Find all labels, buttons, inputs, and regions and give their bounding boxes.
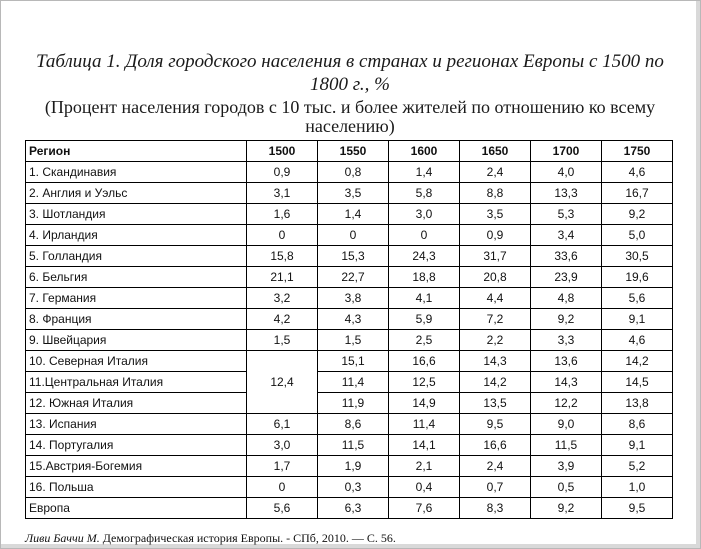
value-cell: 19,6 [602,267,673,288]
value-cell: 4,1 [389,288,460,309]
table-row [26,372,673,393]
value-cell: 2,4 [460,162,531,183]
value-cell: 12,2 [531,393,602,414]
value-cell: 22,7 [318,267,389,288]
value-cell: 15,3 [318,246,389,267]
value-cell: 11,4 [318,372,389,393]
value-cell: 1,7 [247,456,318,477]
region-cell: 13. Испания [26,414,247,435]
value-cell: 31,7 [460,246,531,267]
value-cell: 30,5 [602,246,673,267]
value-cell: 3,3 [531,330,602,351]
region-cell: 4. Ирландия [26,225,247,246]
table-row [26,309,673,330]
value-cell: 14,9 [389,393,460,414]
region-cell: 14. Португалия [26,435,247,456]
value-cell: 0,4 [389,477,460,498]
value-cell: 2,1 [389,456,460,477]
value-cell: 11,4 [389,414,460,435]
value-cell: 5,2 [602,456,673,477]
value-cell: 3,1 [247,183,318,204]
urban-population-table [25,140,673,519]
region-cell: 7. Германия [26,288,247,309]
value-cell: 14,2 [460,372,531,393]
value-cell: 1,9 [318,456,389,477]
value-cell: 5,9 [389,309,460,330]
value-cell: 0,9 [247,162,318,183]
value-cell: 16,7 [602,183,673,204]
value-cell: 1,0 [602,477,673,498]
value-cell: 3,9 [531,456,602,477]
region-cell: 1. Скандинавия [26,162,247,183]
table-row [26,498,673,519]
value-cell: 5,8 [389,183,460,204]
value-cell: 9,2 [531,498,602,519]
value-cell: 6,3 [318,498,389,519]
value-cell: 14,5 [602,372,673,393]
value-cell: 8,6 [318,414,389,435]
value-cell: 3,0 [247,435,318,456]
value-cell: 1,5 [247,330,318,351]
header-1750: 1750 [602,141,673,162]
region-cell: 16. Польша [26,477,247,498]
value-cell: 4,3 [318,309,389,330]
value-cell: 4,4 [460,288,531,309]
value-cell: 9,1 [602,435,673,456]
value-cell: 7,2 [460,309,531,330]
value-cell: 3,5 [460,204,531,225]
table-row [26,477,673,498]
region-cell: 12. Южная Италия [26,393,247,414]
value-cell: 0 [247,477,318,498]
value-cell: 16,6 [460,435,531,456]
value-cell: 5,6 [602,288,673,309]
value-cell: 0,7 [460,477,531,498]
value-cell: 4,2 [247,309,318,330]
region-cell: 3. Шотландия [26,204,247,225]
region-cell: 15.Австрия-Богемия [26,456,247,477]
value-cell: 1,4 [318,204,389,225]
value-cell: 1,6 [247,204,318,225]
table-row [26,393,673,414]
region-cell: 6. Бельгия [26,267,247,288]
value-cell: 4,8 [531,288,602,309]
value-cell: 20,8 [460,267,531,288]
value-cell: 5,0 [602,225,673,246]
value-cell: 2,4 [460,456,531,477]
value-cell: 9,1 [602,309,673,330]
value-cell: 1,4 [389,162,460,183]
value-cell: 0,5 [531,477,602,498]
value-cell: 13,6 [531,351,602,372]
value-cell: 23,9 [531,267,602,288]
table-row [26,351,673,372]
header-1650: 1650 [460,141,531,162]
value-cell: 11,9 [318,393,389,414]
table-row [26,414,673,435]
value-cell: 9,5 [602,498,673,519]
region-cell: 5. Голландия [26,246,247,267]
header-1500: 1500 [247,141,318,162]
value-cell: 24,3 [389,246,460,267]
source-author: Ливи Баччи М. [25,531,100,545]
value-cell: 6,1 [247,414,318,435]
value-cell: 3,5 [318,183,389,204]
table-row [26,246,673,267]
value-cell: 13,5 [460,393,531,414]
value-cell: 12,5 [389,372,460,393]
value-cell: 9,2 [602,204,673,225]
region-cell: 8. Франция [26,309,247,330]
header-1550: 1550 [318,141,389,162]
value-cell: 4,0 [531,162,602,183]
value-cell: 0 [389,225,460,246]
value-cell: 14,3 [460,351,531,372]
region-cell: 10. Северная Италия [26,351,247,372]
value-cell: 8,3 [460,498,531,519]
value-cell: 4,6 [602,162,673,183]
header-row [26,141,673,162]
table-row [26,456,673,477]
value-cell: 0,3 [318,477,389,498]
header-1700: 1700 [531,141,602,162]
value-cell: 15,8 [247,246,318,267]
value-cell: 5,3 [531,204,602,225]
header-1600: 1600 [389,141,460,162]
table-row [26,225,673,246]
table-row [26,162,673,183]
value-cell: 14,2 [602,351,673,372]
table-title: Таблица 1. Доля городского населения в странах и регионах Европы с 1500 по 1800 г., % [36,51,664,95]
value-cell: 11,5 [318,435,389,456]
value-cell: 3,4 [531,225,602,246]
value-cell: 9,5 [460,414,531,435]
value-cell: 14,3 [531,372,602,393]
value-cell: 7,6 [389,498,460,519]
value-cell: 0 [247,225,318,246]
value-cell: 11,5 [531,435,602,456]
value-cell: 8,8 [460,183,531,204]
source-citation [25,531,396,546]
value-cell: 5,6 [247,498,318,519]
value-cell: 21,1 [247,267,318,288]
header-region: Регион [26,141,247,162]
value-cell: 14,1 [389,435,460,456]
value-cell: 0 [318,225,389,246]
value-cell: 3,2 [247,288,318,309]
table-row [26,288,673,309]
value-cell: 2,2 [460,330,531,351]
region-cell: 11.Центральная Италия [26,372,247,393]
table-row [26,267,673,288]
value-cell: 9,2 [531,309,602,330]
value-cell: 1,5 [318,330,389,351]
table-row [26,435,673,456]
value-cell: 33,6 [531,246,602,267]
table-row [26,183,673,204]
value-cell: 9,0 [531,414,602,435]
value-cell: 2,5 [389,330,460,351]
value-cell: 8,6 [602,414,673,435]
table-row [26,204,673,225]
value-cell: 0,9 [460,225,531,246]
value-cell: 16,6 [389,351,460,372]
region-cell: Европа [26,498,247,519]
region-cell: 9. Швейцария [26,330,247,351]
region-cell: 2. Англия и Уэльс [26,183,247,204]
table-subtitle: (Процент населения городов с 10 тыс. и более жителей по отношению ко всему населению) [44,97,656,136]
source-details: Демографическая история Европы. - СПб, 2010. — С. 56. [99,531,396,545]
value-cell: 13,3 [531,183,602,204]
value-cell: 12,4 [247,351,318,414]
value-cell: 18,8 [389,267,460,288]
value-cell: 3,8 [318,288,389,309]
value-cell: 3,0 [389,204,460,225]
value-cell: 0,8 [318,162,389,183]
value-cell: 15,1 [318,351,389,372]
table-row [26,330,673,351]
value-cell: 13,8 [602,393,673,414]
value-cell: 4,6 [602,330,673,351]
